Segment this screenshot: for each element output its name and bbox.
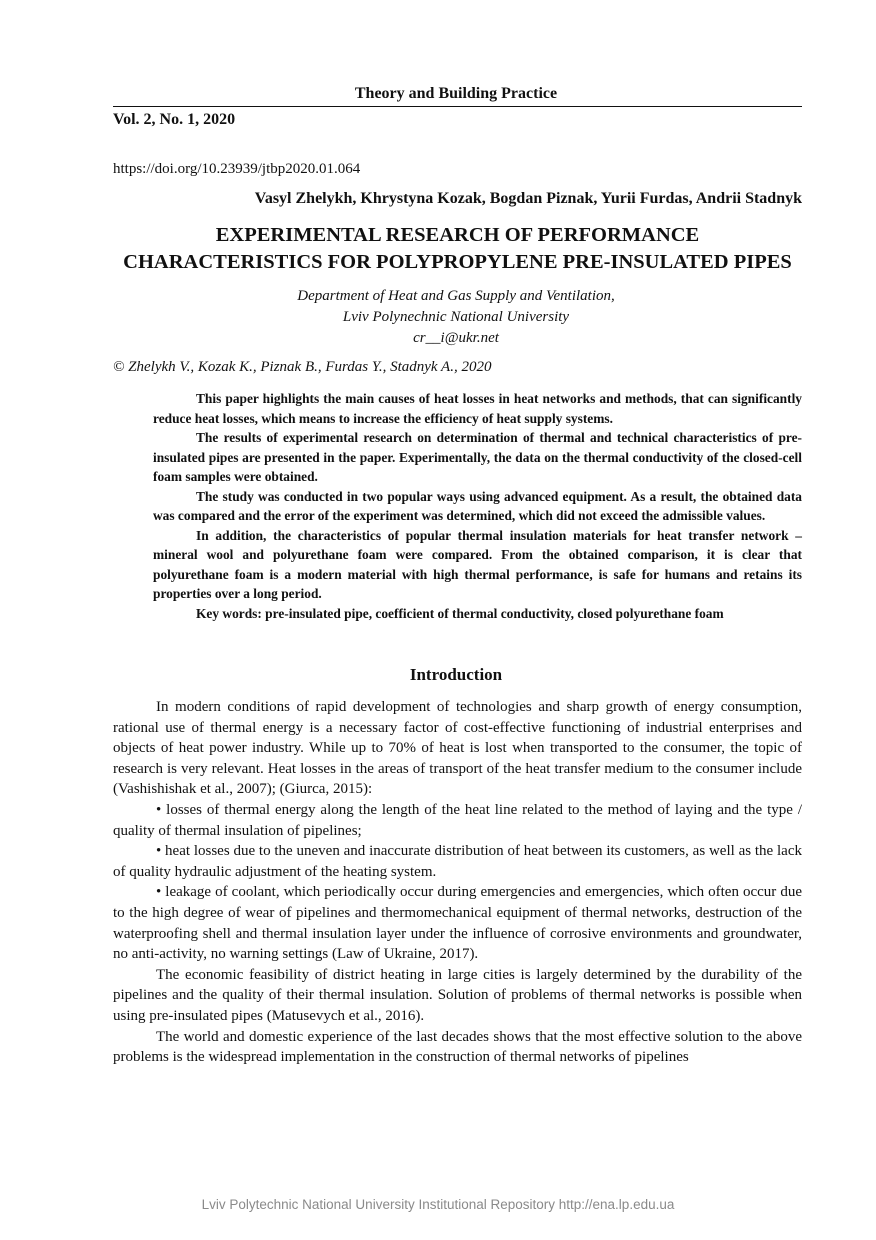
header-rule bbox=[113, 106, 802, 107]
author-list: Vasyl Zhelykh, Khrystyna Kozak, Bogdan Piznak, Yurii Furdas, Andrii Stadnyk bbox=[254, 190, 802, 207]
bullet-item: • losses of thermal energy along the length of the heat line related to the method of laying and the type / quality of thermal insulation of pipelines; bbox=[113, 801, 802, 839]
affiliation-university: Lviv Polynechnic National University bbox=[342, 309, 570, 325]
abstract-paragraph: The study was conducted in two popular ways using advanced equipment. As a result, the obtained data was compared and the error of the experiment was determined, which did not exceed the admissible values. bbox=[153, 488, 802, 523]
bullet-item: • leakage of coolant, which periodically occur during emergencies and emergencies, which often occur due to the high degree of wear of pipelines and thermomechanical equipment of thermal networks, destruction of the waterproofing shell and thermal insulation layer under the influence of corrosive environments and groundwater, no anti-activity, no warning settings (Law of Ukraine, 2017). bbox=[113, 884, 802, 963]
affiliation-department: Department of Heat and Gas Supply and Ventilation, bbox=[297, 288, 615, 304]
repository-footer: Lviv Polytechnic National University Institutional Repository http://ena.lp.edu.ua bbox=[201, 1197, 675, 1212]
affiliation-email[interactable]: cr__i@ukr.net bbox=[413, 330, 499, 346]
introduction-body bbox=[113, 697, 802, 1068]
volume-issue: Vol. 2, No. 1, 2020 bbox=[113, 111, 236, 128]
section-heading-introduction: Introduction bbox=[409, 665, 503, 684]
body-paragraph: The world and domestic experience of the last decades shows that the most effective solution to the above problems is the widespread implementation in the construction of thermal networks of pipelines bbox=[113, 1028, 802, 1066]
paper-title bbox=[90, 222, 825, 276]
affiliation bbox=[0, 286, 876, 349]
abstract bbox=[153, 389, 802, 623]
journal-title: Theory and Building Practice bbox=[354, 85, 558, 102]
abstract-paragraph: In addition, the characteristics of popular thermal insulation materials for heat transfer network – mineral wool and polyurethane foam were compared. From the obtained comparison, it is clear that polyurethane foam is a modern material with high thermal performance, is safe for humans and retains its properties over a long period. bbox=[153, 527, 802, 601]
keywords: Key words: pre-insulated pipe, coefficient of thermal conductivity, closed polyurethane foam bbox=[196, 605, 724, 621]
paper-title-line-2: CHARACTERISTICS FOR POLYPROPYLENE PRE-INSULATED PIPES bbox=[123, 251, 792, 273]
copyright-notice: © Zhelykh V., Kozak K., Piznak B., Furdas Y., Stadnyk A., 2020 bbox=[113, 359, 492, 375]
bullet-item: • heat losses due to the uneven and inaccurate distribution of heat between its customers, as well as the lack of quality hydraulic adjustment of the heating system. bbox=[113, 843, 802, 880]
abstract-paragraph: The results of experimental research on determination of thermal and technical characteristics of pre-insulated pipes are presented in the paper. Experimentally, the data on the thermal conductivity of the closed-cell foam samples were obtained. bbox=[153, 430, 802, 484]
body-paragraph: In modern conditions of rapid development of technologies and sharp growth of energy consumption, rational use of thermal energy is a necessary factor of cost-effective functioning of industrial enterprises and objects of heat power industry. While up to 70% of heat is lost when transported to the consumer, the topic of research is very relevant. Heat losses in the areas of transport of the heat transfer medium to the consumer include (Vashishishak et al., 2007); (Giurca, 2015): bbox=[113, 699, 802, 798]
paper-title-line-1: EXPERIMENTAL RESEARCH OF PERFORMANCE bbox=[215, 224, 700, 246]
doi-link[interactable]: https://doi.org/10.23939/jtbp2020.01.064 bbox=[113, 161, 361, 177]
body-paragraph: The economic feasibility of district heating in large cities is largely determined by the durability of the pipelines and the quality of their thermal insulation. Solution of problems of thermal networks is possible when using pre-insulated pipes (Matusevych et al., 2016). bbox=[113, 966, 802, 1024]
abstract-paragraph: This paper highlights the main causes of heat losses in heat networks and methods, that can significantly reduce heat losses, which means to increase the efficiency of heat supply systems. bbox=[153, 391, 802, 426]
